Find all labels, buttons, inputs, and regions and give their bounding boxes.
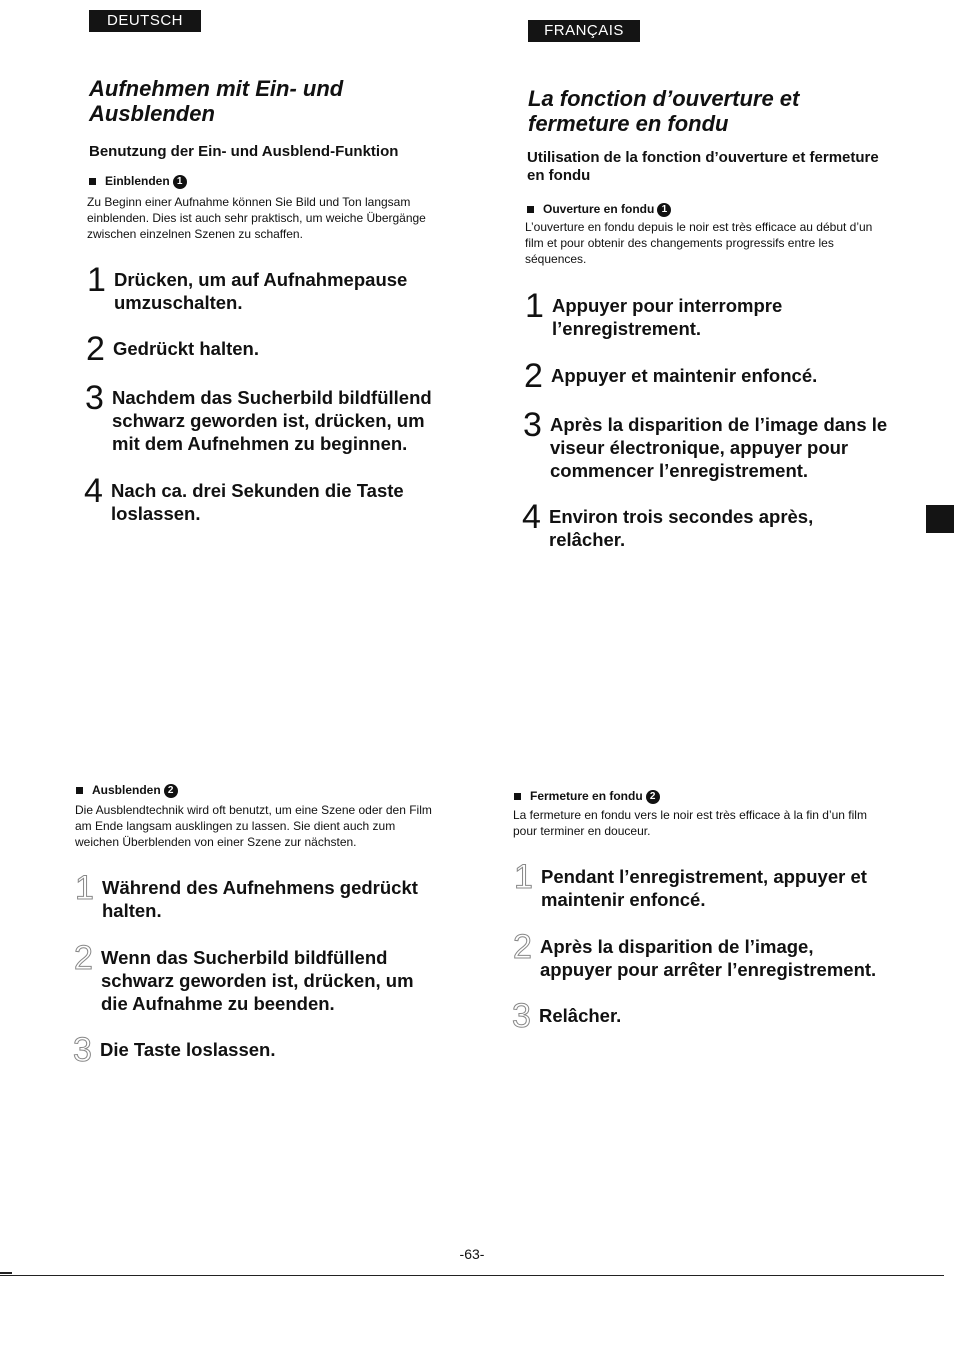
circled-number-icon: 2: [646, 790, 660, 804]
fade-out-heading-fr: [514, 789, 660, 804]
step-text: Après la disparition de l’image,: [540, 936, 814, 957]
page-number: -63-: [459, 1246, 485, 1262]
circled-number-icon: 2: [164, 784, 178, 798]
step-de-out-1: [75, 869, 418, 922]
title-fr-line-2: fermeture en fondu: [528, 111, 729, 136]
fade-in-heading-de-label: Einblenden: [105, 174, 170, 188]
step-number: 3: [512, 997, 531, 1035]
step-text: Drücken, um auf Aufnahmepause: [114, 269, 408, 290]
step-text: Pendant l’enregistrement, appuyer et: [541, 866, 867, 887]
step-text: Appuyer pour interrompre: [552, 295, 783, 316]
circled-number-icon: 1: [173, 175, 187, 189]
step-text: relâcher.: [549, 529, 626, 550]
step-de-out-2: [74, 939, 414, 1015]
step-number: 2: [86, 330, 105, 368]
step-number: 1: [525, 287, 544, 325]
desc-line: séquences.: [525, 252, 587, 266]
step-text: Während des Aufnehmens gedrückt: [102, 877, 418, 898]
step-text: Die Taste loslassen.: [100, 1039, 276, 1060]
step-text: halten.: [102, 900, 162, 921]
title-de: [89, 76, 343, 126]
step-number: 2: [513, 928, 532, 966]
step-fr-in-4: [522, 498, 814, 551]
step-number: 2: [74, 939, 93, 977]
bullet-square-icon: [527, 206, 534, 213]
step-text: Relâcher.: [539, 1005, 622, 1026]
step-de-in-2: [86, 330, 259, 368]
step-number: 1: [514, 858, 533, 896]
step-text: Gedrückt halten.: [113, 338, 259, 359]
fade-out-desc-de: [75, 802, 432, 850]
desc-line: La fermeture en fondu vers le noir est très efficace à la fin d’un film: [513, 808, 867, 822]
fade-out-heading-de-label: Ausblenden: [92, 783, 161, 797]
step-fr-in-3: [523, 406, 888, 482]
step-number: 3: [85, 379, 104, 417]
title-fr-line-1: La fonction d’ouverture et: [528, 86, 800, 111]
title-fr: [528, 86, 799, 136]
fade-out-desc-fr: [513, 807, 867, 839]
step-text: schwarz geworden ist, drücken, um: [101, 970, 414, 991]
step-de-in-3: [85, 379, 432, 455]
desc-line: am Ende langsam ausklingen zu lassen. Sie dient auch zum: [75, 819, 396, 833]
desc-line: pour terminer en douceur.: [513, 824, 651, 838]
title-de-line-1: Aufnehmen mit Ein- und: [89, 76, 344, 101]
step-number: 3: [73, 1031, 92, 1069]
step-de-in-4: [84, 472, 404, 525]
step-number: 1: [87, 261, 106, 299]
fade-in-desc-fr: [525, 219, 872, 267]
step-de-out-3: [73, 1031, 276, 1069]
language-tab-deutsch: DEUTSCH: [89, 10, 201, 32]
language-tab-francais: FRANÇAIS: [528, 20, 640, 42]
footer-rule-tick: [0, 1272, 12, 1274]
desc-line: weichen Überblenden von einer Szene zur nächsten.: [75, 835, 357, 849]
subtitle-de: Benutzung der Ein- und Ausblend-Funktion: [89, 143, 399, 160]
fade-out-heading-fr-label: Fermeture en fondu: [530, 789, 643, 803]
step-text: Environ trois secondes après,: [549, 506, 814, 527]
desc-line: zwischen einzelnen Szenen zu schaffen.: [87, 227, 303, 241]
step-number: 2: [524, 357, 543, 395]
fade-in-heading-fr-label: Ouverture en fondu: [543, 202, 655, 216]
section-edge-marker: [926, 505, 954, 533]
step-fr-out-2: [513, 928, 877, 981]
step-text: schwarz geworden ist, drücken, um: [112, 410, 425, 431]
subtitle-fr-line-2: en fondu: [527, 167, 591, 184]
bullet-square-icon: [514, 793, 521, 800]
desc-line: Zu Beginn einer Aufnahme können Sie Bild und Ton langsam: [87, 195, 411, 209]
step-text: die Aufnahme zu beenden.: [101, 993, 335, 1014]
step-fr-in-1: [525, 287, 783, 340]
fade-in-desc-de: [87, 194, 426, 242]
step-fr-out-1: [514, 858, 867, 911]
step-text: loslassen.: [111, 503, 201, 524]
step-text: appuyer pour arrêter l’enregistrement.: [540, 959, 877, 980]
step-text: umzuschalten.: [114, 292, 243, 313]
step-text: Appuyer et maintenir enfoncé.: [551, 365, 818, 386]
step-text: mit dem Aufnehmen zu beginnen.: [112, 433, 408, 454]
subtitle-fr: [527, 149, 879, 185]
bullet-square-icon: [89, 178, 96, 185]
step-text: viseur électronique, appuyer pour: [550, 437, 849, 458]
step-number: 4: [84, 472, 103, 510]
footer-rule: [0, 1275, 944, 1276]
step-text: l’enregistrement.: [552, 318, 702, 339]
desc-line: L’ouverture en fondu depuis le noir est très efficace au début d’un: [525, 220, 873, 234]
step-text: maintenir enfoncé.: [541, 889, 706, 910]
step-number: 3: [523, 406, 542, 444]
step-text: Wenn das Sucherbild bildfüllend: [101, 947, 388, 968]
subtitle-fr-line-1: Utilisation de la fonction d’ouverture et fermeture: [527, 149, 879, 166]
step-fr-in-2: [524, 357, 818, 395]
step-number: 4: [522, 498, 541, 536]
desc-line: einblenden. Dies ist auch sehr praktisch, um weiche Übergänge: [87, 211, 426, 225]
desc-line: film et pour obtenir des changements progressifs entre les: [525, 236, 834, 250]
step-text: Nach ca. drei Sekunden die Taste: [111, 480, 404, 501]
bullet-square-icon: [76, 787, 83, 794]
title-de-line-2: Ausblenden: [89, 101, 215, 126]
step-text: Nachdem das Sucherbild bildfüllend: [112, 387, 432, 408]
fade-in-heading-fr: [527, 202, 671, 217]
step-text: commencer l’enregistrement.: [550, 460, 809, 481]
step-text: Après la disparition de l’image dans le: [550, 414, 888, 435]
step-de-in-1: [87, 261, 408, 314]
circled-number-icon: 1: [657, 203, 671, 217]
step-fr-out-3: [512, 997, 622, 1035]
fade-in-heading-de: [89, 174, 187, 189]
fade-out-heading-de: [76, 783, 178, 798]
desc-line: Die Ausblendtechnik wird oft benutzt, um eine Szene oder den Film: [75, 803, 432, 817]
step-number: 1: [75, 869, 94, 907]
